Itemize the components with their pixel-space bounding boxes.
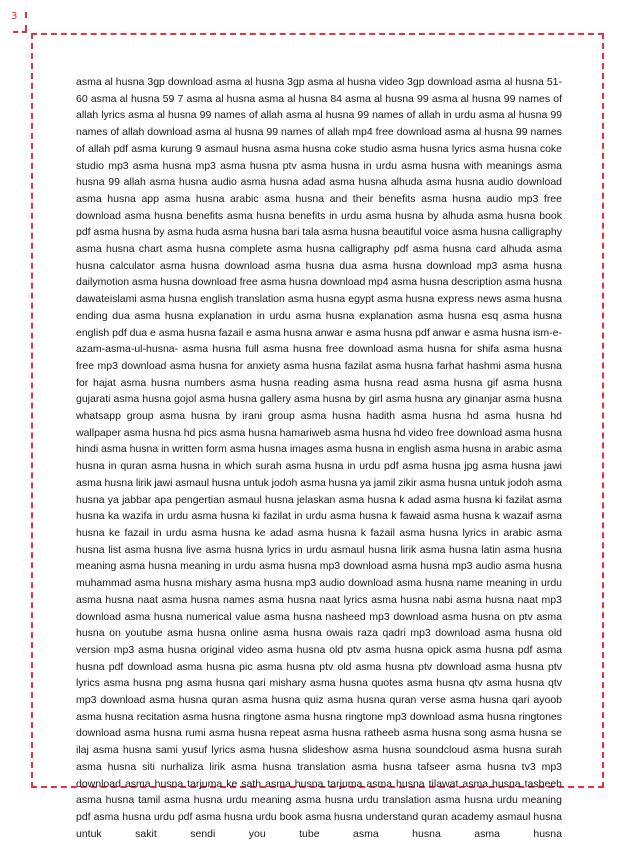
page-corner-mark [11, 12, 27, 32]
page-number-mark: 3 [11, 11, 18, 22]
corner-dash-horizontal [13, 31, 27, 33]
body-paragraph: asma al husna 3gp download asma al husna 3gp asma al husna video 3gp download asma al husna 51-60 asma al husna 59 7 asma al husna asma al husna 84 asma al husna 99 asma al husna 99 names of allah lyrics asma al husna 99 names of allah asma al husna 99 names of allah in urdu asma al husna 99 names of allah download asma al husna 99 names of allah mp4 free download asma al husna 99 names of allah pdf asma kurung 9 asmaul husna asma husna coke studio asma husna lyrics asma husna coke studio mp3 asma husna mp3 asma husna ptv asma husna in urdu asma husna with meanings asma husna 99 allah asma husna audio asma husna adad asma husna alhuda asma husna audio download asma husna app asma husna arabic asma husna and their benefits asma husna audio mp3 free download asma husna benefits asma husna benefits in urdu asma husna by alhuda asma husna book pdf asma husna by asma huda asma husna bari tala asma husna beautiful voice asma husna calligraphy asma husna chart asma husna complete asma husna calligraphy pdf asma husna card alhuda asma husna calculator asma husna download asma husna dua asma husna download mp3 asma husna dailymotion asma husna download free asma husna download mp4 asma husna description asma husna dawateislami asma husna english translation asma husna egypt asma husna express news asma husna ending dua asma husna explanation in urdu asma husna explanation asma husna esq asma husna english pdf dua e asma husna fazail e asma husna anwar e asma husna pdf anwar e asma husna ism-e-azam-asma-ul-husna- asma husna full asma husna free download asma husna for shifa asma husna free mp3 download asma husna for anxiety asma husna fazilat asma husna farhat hashmi asma husna for hajat asma husna numbers asma husna reading asma husna read asma husna gif asma husna gujarati asma husna gojol asma husna gallery asma husna by girl asma husna ary ginanjar asma husna whatsapp group asma husna by irani group asma husna hadith asma husna hd asma husna hd wallpaper asma husna hd pics asma husna hamariweb asma husna hd video free download asma husna hindi asma husna in written form asma husna images asma husna in english asma husna in arabic asma husna in quran asma husna in which surah asma husna in urdu pdf asma husna jpg asma husna jawi asma husna lirik jawi asmaul husna untuk jodoh asma husna ya jamil zikir asma husna untuk jodoh asma husna ya jabbar apa pengertian asmaul husna jelaskan asma husna k adad asma husna ki fazilat asma husna ka wazifa in urdu asma husna ki fazilat in urdu asma husna k fawaid asma husna k wazaif asma husna ke fazail in urdu asma husna ke adad asma husna k fazail asma husna lyrics in arabic asma husna list asma husna live asma husna lyrics in urdu asmaul husna lirik asma husna latin asma husna meaning asma husna meaning in urdu asma husna mp3 download asma husna mp3 audio asma husna muhammad asma husna mishary asma husna mp3 audio download asma husna name meaning in urdu asma husna naat asma husna names asma husna naat lyrics asma husna nabi asma husna naat mp3 download asma husna numerical value asma husna nasheed mp3 download asma husna on ptv asma husna on youtube asma husna online asma husna owais raza qadri mp3 download asma husna old version mp3 asma husna original video asma husna old ptv asma husna opick asma husna pdf asma husna pdf download asma husna pic asma husna ptv old asma husna ptv download asma husna ptv lyrics asma husna png asma husna qari mishary asma husna quotes asma husna qtv asma husna qtv mp3 download asma husna quran asma husna quiz asma husna quran verse asma husna qari ayoob asma husna recitation asma husna ringtone asma husna ringtone mp3 download asma husna ringtones download asma husna rumi asma husna repeat asma husna ratheeb asma husna song asma husna se ilaj asma husna sami yusuf lyrics asma husna slideshow asma husna soundcloud asma husna surah asma husna siti nurhaliza lirik asma husna translation asma husna tafseer asma husna tv3 mp3 download asma husna tarjuma ke sath asma husna tarjuma asma husna tilawat asma husna tasbeeh asma husna tamil asma husna urdu meaning asma husna urdu translation asma husna urdu meaning pdf asma husna urdu pdf asma husna urdu book asma husna understand quran academy asmaul husna untuk sakit sendi you tube asma husna asma husna [76, 76, 562, 840]
corner-dash-vertical [25, 12, 27, 31]
